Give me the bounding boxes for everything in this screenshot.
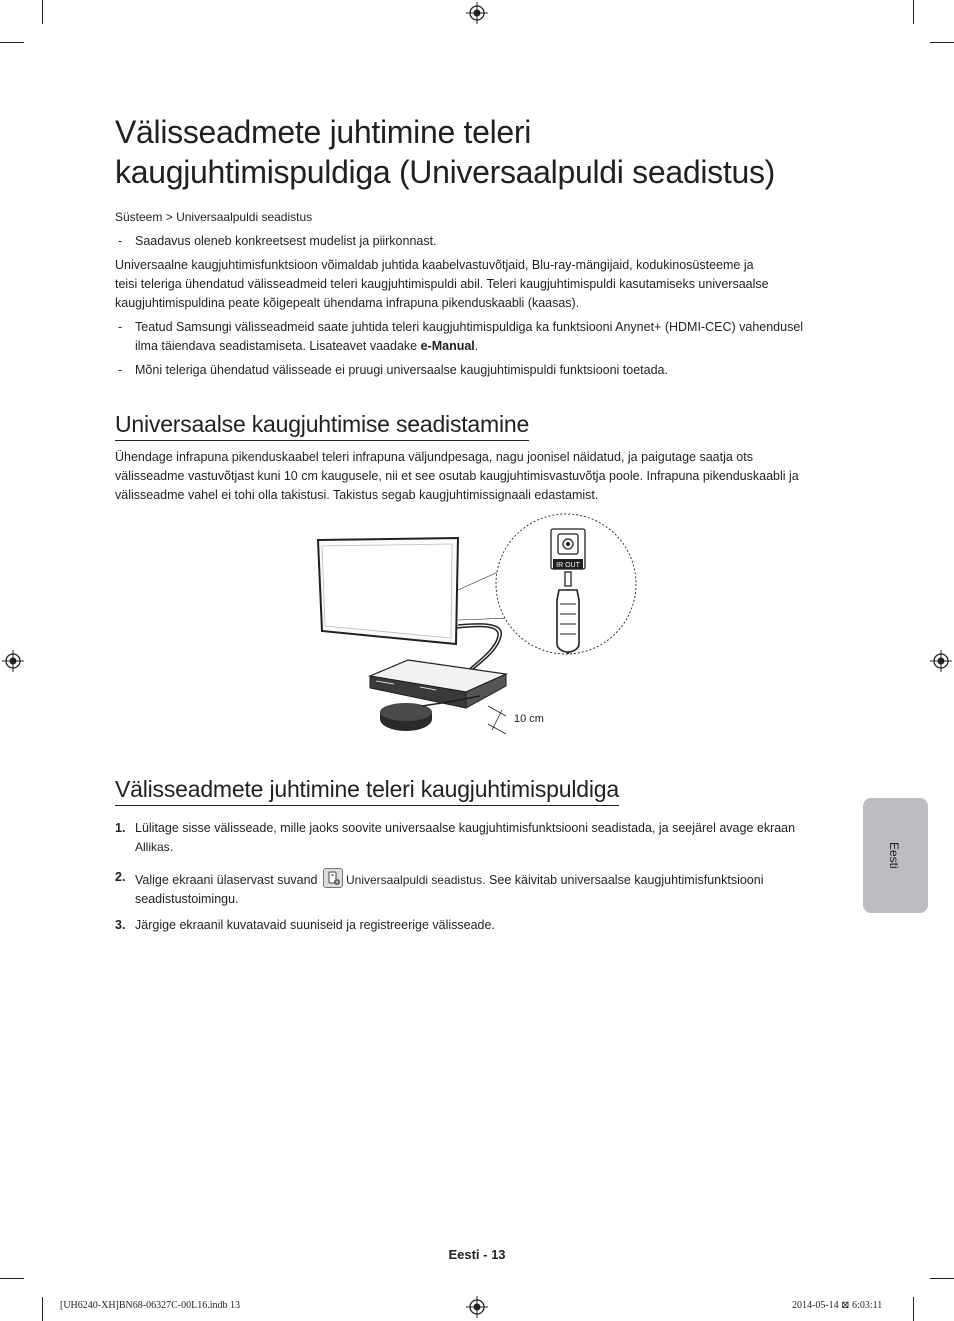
- section-heading: Välisseadmete juhtimine teleri kaugjuhtimispuldiga: [115, 775, 619, 806]
- universal-remote-setup-term: Universaalpuldi seadistus: [346, 873, 483, 887]
- intro-paragraph: [115, 256, 835, 313]
- page-title-line: kaugjuhtimispuldiga (Universaalpuldi seadistus): [115, 154, 776, 190]
- step-prefix: Valige ekraani ülaservast suvand: [135, 873, 321, 887]
- section-heading: Universaalse kaugjuhtimise seadistamine: [115, 410, 529, 441]
- note-dash: -: [118, 320, 123, 334]
- crop-mark: [42, 0, 43, 24]
- step-number: 2.: [115, 870, 126, 884]
- tv-illustration: [318, 538, 458, 644]
- crop-mark: [930, 1278, 954, 1279]
- note-dash: -: [118, 234, 123, 248]
- paragraph-line: välisseadme vahel ei tohi olla takistusi. Takistus segab kaugjuhtimissignaali edastamist.: [115, 488, 599, 502]
- universal-remote-setup-icon: [323, 868, 343, 888]
- ir-extender-diagram: [310, 510, 650, 740]
- step-line: seadistustoimingu.: [135, 892, 239, 906]
- crop-mark: [930, 42, 954, 43]
- paragraph-line: kaugjuhtimispuldina peate kõigepealt ühendama infrapuna pikenduskaabli (kaasas).: [115, 296, 580, 310]
- crop-mark: [0, 1278, 24, 1279]
- language-side-tab: [863, 798, 928, 913]
- step-line: Lülitage sisse välisseade, mille jaoks soovite universaalse kaugjuhtimisfunktsiooni seadistada, ja seejärel avage ekraan: [135, 821, 796, 835]
- step-line: [135, 838, 825, 857]
- paragraph-line: teisi teleriga ühendatud välisseadmeid teleri kaugjuhtimispuldi abil. Teleri kaugjuhtimispuldi kasutamiseks universaalse: [115, 277, 769, 291]
- page-number: Eesti - 13: [448, 1247, 506, 1262]
- ir-out-port-illustration: [551, 529, 585, 569]
- distance-label: 10 cm: [514, 713, 544, 725]
- note-text: Mõni teleriga ühendatud välisseade ei pruugi universaalse kaugjuhtimispuldi funktsiooni toetada.: [135, 363, 668, 377]
- note-text: [135, 318, 840, 356]
- breadcrumb-separator: >: [165, 210, 173, 224]
- registration-mark-icon: [466, 1296, 488, 1318]
- timestamp-slug: 2014-05-14 ⊠ 6:03:11: [792, 1300, 883, 1311]
- step-line: [135, 868, 825, 890]
- side-tab-label: Eesti: [887, 842, 901, 869]
- page-title: [115, 112, 875, 192]
- source-term: Allikas: [135, 840, 170, 854]
- paragraph-line: välisseadme vastuvõtjast kuni 10 cm kaugusele, nii et see osutab kaugjuhtimisvastuvõtja poole. Infrapuna pikenduskaabli ja: [115, 469, 799, 483]
- step-suffix: .: [169, 840, 174, 854]
- breadcrumb-item: Universaalpuldi seadistus: [176, 210, 313, 224]
- step-line: Järgige ekraanil kuvatavaid suuniseid ja registreerige välisseade.: [135, 918, 495, 932]
- breadcrumb-item: Süsteem: [115, 210, 163, 224]
- note-suffix: .: [474, 339, 479, 353]
- ir-out-label: IR OUT: [556, 562, 580, 569]
- file-slug: [UH6240-XH]BN68-06327C-00L16.indb 13: [60, 1300, 240, 1311]
- paragraph-line: Ühendage infrapuna pikenduskaabel teleri infrapuna väljundpesaga, nagu joonisel näidatud, ja paigutage saatja ots: [115, 450, 753, 464]
- e-manual-link[interactable]: e-Manual: [420, 339, 475, 353]
- note-dash: -: [118, 363, 123, 377]
- step-text: [135, 916, 825, 935]
- crop-mark: [42, 1297, 43, 1321]
- note-prefix: ilma täiendava seadistamiseta. Lisateavet vaadake: [135, 339, 421, 353]
- note-line: Teatud Samsungi välisseadmeid saate juhtida teleri kaugjuhtimispuldiga ka funktsiooni Anynet+ (HDMI-CEC) vahendusel: [135, 320, 804, 334]
- paragraph-line: Universaalne kaugjuhtimisfunktsioon võimaldab juhtida kaabelvastuvõtjaid, Blu-ray-mängijaid, kodukinosüsteeme ja: [115, 258, 754, 272]
- step-number: 3.: [115, 918, 126, 932]
- note-text: Saadavus oleneb konkreetsest mudelist ja piirkonnast.: [135, 234, 437, 248]
- section-paragraph: [115, 448, 855, 505]
- note-line: [135, 337, 840, 356]
- page-title-line: Välisseadmete juhtimine teleri: [115, 114, 532, 150]
- step-text: [135, 868, 825, 909]
- set-top-box-illustration: [370, 660, 506, 708]
- registration-mark-icon: [466, 2, 488, 24]
- crop-mark: [0, 42, 24, 43]
- breadcrumb: [115, 209, 312, 225]
- step-text: [135, 819, 825, 857]
- step-number: 1.: [115, 821, 126, 835]
- registration-mark-icon: [930, 650, 952, 672]
- crop-mark: [913, 1297, 914, 1321]
- crop-mark: [913, 0, 914, 24]
- step-rest: . See käivitab universaalse kaugjuhtimisfunktsiooni: [482, 873, 764, 887]
- registration-mark-icon: [2, 650, 24, 672]
